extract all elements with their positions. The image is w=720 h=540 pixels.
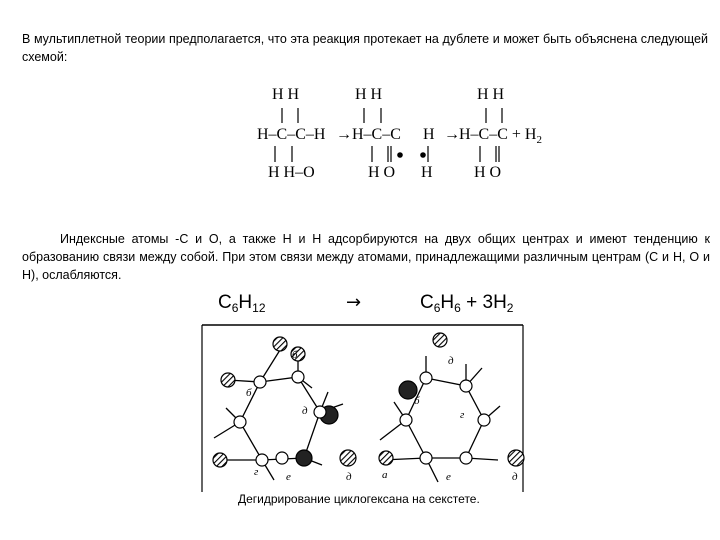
equation-left: $C_6H_{12}$ bbox=[218, 292, 266, 315]
svg-text:г: г bbox=[254, 466, 259, 478]
scheme-arrow-2: → bbox=[444, 126, 460, 143]
scheme-bottom-mid-h: H bbox=[421, 164, 433, 181]
svg-text:д: д bbox=[448, 355, 454, 367]
scheme-top-h-1: H H bbox=[272, 86, 300, 103]
svg-text:д: д bbox=[512, 471, 518, 483]
scheme-main-right: $H-C-C + H_2$ bbox=[459, 126, 542, 146]
equation-arrow: → bbox=[346, 292, 362, 313]
scheme-top-h-3: H H bbox=[477, 86, 505, 103]
svg-text:г: г bbox=[460, 409, 465, 421]
scheme-bonds bbox=[0, 0, 720, 200]
scheme-bottom-left: H H–O bbox=[268, 164, 315, 181]
svg-text:д: д bbox=[346, 471, 352, 483]
figure-caption: Дегидрирование циклогексана на секстете. bbox=[238, 492, 480, 506]
svg-text:б: б bbox=[414, 395, 420, 407]
svg-text:е: е bbox=[446, 471, 451, 483]
svg-text:д: д bbox=[302, 405, 308, 417]
intro-paragraph: В мультиплетной теории предполагается, что эта реакция протекает на дублете и может быть объяснена следующей схемой: bbox=[22, 32, 708, 64]
scheme-main-mid: H–C–C bbox=[352, 126, 401, 143]
scheme-top-h-2: H H bbox=[355, 86, 383, 103]
sextet-figure bbox=[198, 320, 538, 495]
scheme-bottom-right: H O bbox=[474, 164, 502, 181]
scheme-arrow-1: → bbox=[336, 126, 352, 143]
scheme-main-mid-h: H bbox=[423, 126, 435, 143]
scheme-bottom-mid: H O bbox=[368, 164, 396, 181]
equation-right: $C_6H_6 + 3H_2$ bbox=[420, 292, 514, 315]
scheme-main-left: H–C–C–H bbox=[257, 126, 326, 143]
svg-text:б: б bbox=[292, 349, 298, 361]
svg-text:е: е bbox=[286, 471, 291, 483]
svg-text:б: б bbox=[246, 387, 252, 399]
body-paragraph: Индексные атомы -С и О, а также Н и Н адсорбируются на двух общих центрах и имеют тенденцию к образованию связи между собой. При этом связи между атомами, принадлежащими различным центрам (С и Н, О и Н), ослабляются. bbox=[22, 232, 710, 282]
svg-text:а: а bbox=[382, 469, 388, 481]
